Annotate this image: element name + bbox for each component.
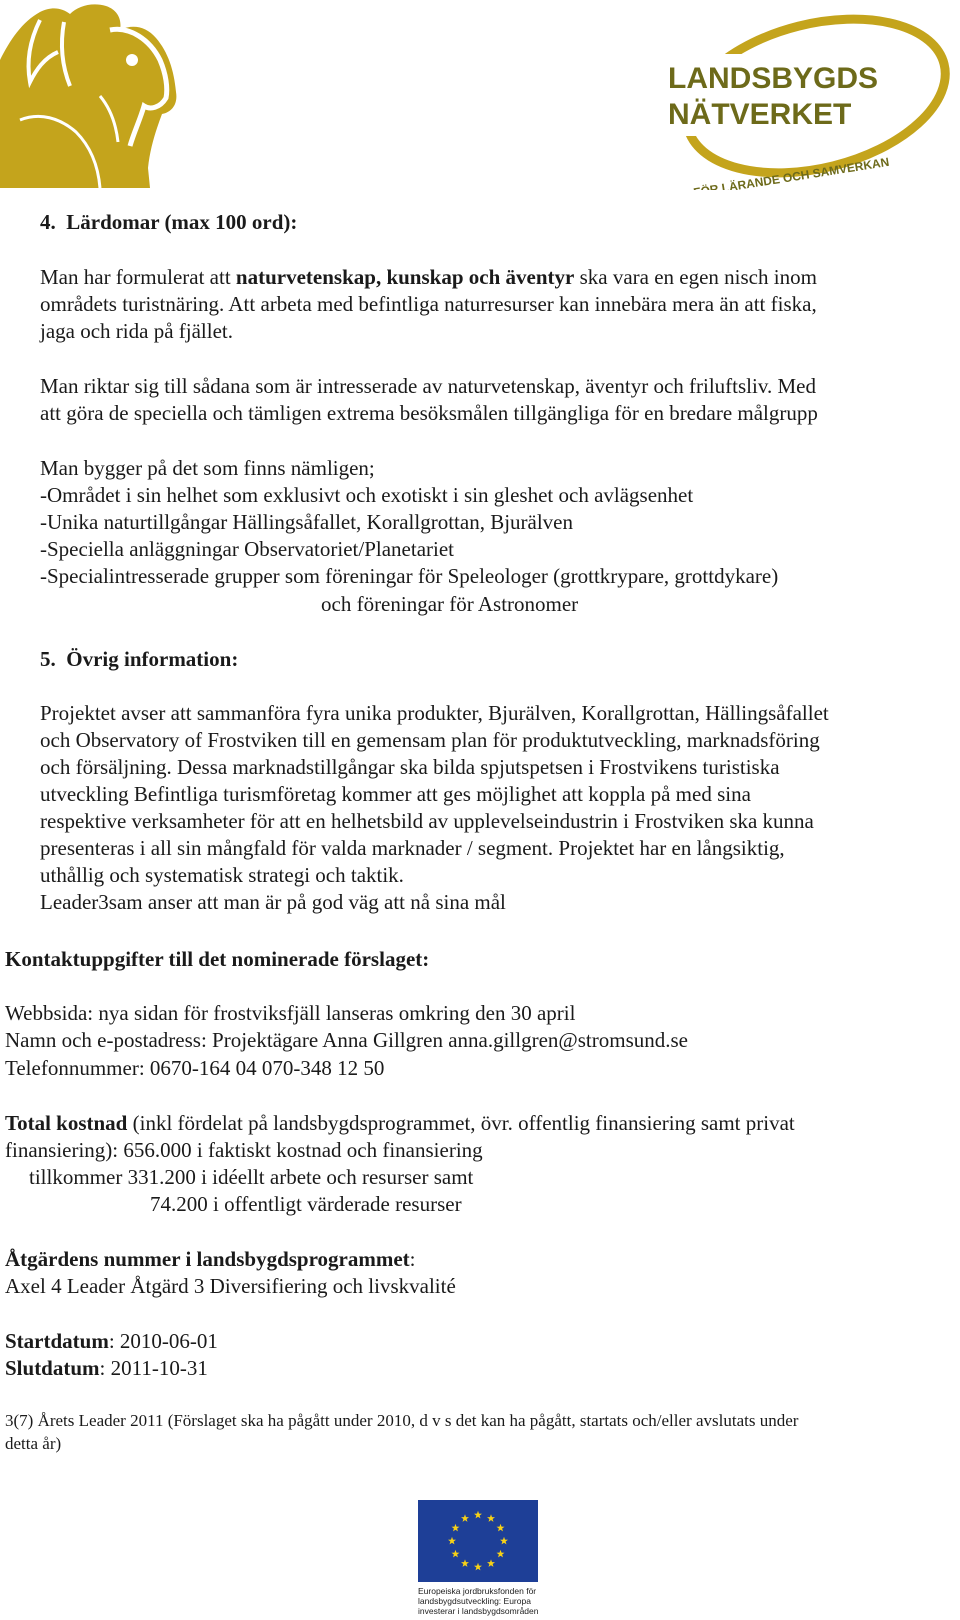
footer-note-line1: 3(7) Årets Leader 2011 (Förslaget ska ha pågått under 2010, d v s det kan ha pågått, startats och/eller avslutats under — [5, 1411, 799, 1430]
eu-flag-logo — [418, 1500, 542, 1618]
cost-line3: tillkommer 331.200 i idéellt arbete och resurser samt — [29, 1165, 474, 1189]
s5-line: och försäljning. Dessa marknadstillgångar ska bilda spjutspetsen i Frostvikens turistiska — [40, 755, 780, 779]
logo-line1: LANDSBYGDS — [668, 62, 879, 95]
s5-line: och Observatory of Frostviken till en gemensam plan för produktutveckling, marknadsföring — [40, 728, 820, 752]
section5-title: Övrig information: — [66, 647, 239, 671]
s4-p1-line1: Man har formulerat att naturvetenskap, kunskap och äventyr ska vara en egen nisch inom — [40, 265, 817, 289]
eu-star-icon — [487, 1514, 495, 1522]
s5-line: utveckling Befintliga turismföretag kommer att ges möjlighet att koppla på med sina — [40, 782, 751, 806]
s4-p3-line: Man bygger på det som finns nämligen; — [40, 456, 375, 480]
section4-title: Lärdomar (max 100 ord): — [66, 210, 298, 234]
s5-line: respektive verksamheter för att en helhetsbild av upplevelseindustrin i Frostviken ska kunna — [40, 809, 814, 833]
s5-line: uthållig och systematisk strategi och taktik. — [40, 863, 404, 887]
eu-caption-line: landsbygdsutveckling: Europa — [418, 1596, 531, 1606]
s4-p3-line: -Speciella anläggningar Observatoriet/Planetariet — [40, 537, 455, 561]
logo-tagline: FÖR LÄRANDE OCH SAMVERKAN — [692, 154, 891, 190]
eu-star-icon — [497, 1550, 505, 1558]
s4-p2-line1: Man riktar sig till sådana som är intresserade av naturvetenskap, äventyr och friluftsliv. Med — [40, 374, 816, 398]
s4-p1-bold: naturvetenskap, kunskap och äventyr — [235, 265, 575, 289]
cost-line2: finansiering): 656.000 i faktiskt kostnad och finansiering — [5, 1138, 483, 1162]
s4-p3-line: -Unika naturtillgångar Hällingsåfallet, Korallgrottan, Bjurälven — [40, 510, 573, 534]
contact-name-email: Namn och e-postadress: Projektägare Anna Gillgren anna.gillgren@stromsund.se — [5, 1028, 689, 1052]
cost-line4: 74.200 i offentligt värderade resurser — [150, 1192, 462, 1216]
s5-line: Leader3sam anser att man är på god väg att nå sina mål — [40, 890, 506, 914]
s4-p1-line3: jaga och rida på fjället. — [40, 319, 233, 343]
contact-website: Webbsida: nya sidan för frostviksfjäll lanseras omkring den 30 april — [5, 1001, 576, 1025]
eu-star-icon — [500, 1537, 508, 1545]
start-date-label: Startdatum — [5, 1329, 109, 1353]
eu-stars-icon — [418, 1500, 538, 1582]
logo-line2: NÄTVERKET — [668, 98, 852, 131]
s4-p1-line2: områdets turistnäring. Att arbeta med befintliga naturresurser kan innebära mera än att fiska, — [40, 292, 817, 316]
eu-star-icon — [474, 1511, 482, 1519]
landsbygdsnatverket-logo — [666, 10, 956, 190]
s4-p3-line: och föreningar för Astronomer — [321, 592, 579, 616]
s4-p3-line: -Specialintresserade grupper som föreningar för Speleologer (grottkrypare, grottdykare) — [40, 564, 779, 588]
footer-note-line2: detta år) — [5, 1434, 62, 1453]
goat-head-logo — [0, 0, 185, 188]
end-date-label: Slutdatum — [5, 1356, 100, 1380]
eu-caption — [418, 1586, 548, 1616]
contact-phone: Telefonnummer: 0670-164 04 070-348 12 50 — [5, 1056, 385, 1080]
eu-star-icon — [474, 1563, 482, 1571]
s4-p2-line2: att göra de speciella och tämligen extrema besöksmålen tillgängliga för en bredare målgrupp — [40, 401, 818, 425]
measure-heading: Åtgärdens nummer i landsbygdsprogrammet: — [5, 1247, 416, 1271]
eu-star-icon — [497, 1524, 505, 1532]
eu-star-icon — [487, 1559, 495, 1567]
section4-number: 4. — [40, 210, 56, 234]
s4-p3-line: -Området i sin helhet som exklusivt och exotiskt i sin gleshet och avlägsenhet — [40, 483, 694, 507]
start-date-value: : 2010-06-01 — [108, 1329, 218, 1353]
start-date — [5, 1327, 218, 1355]
eu-star-icon — [451, 1550, 459, 1558]
s5-line: presenteras i all sin mångfald för valda marknader / segment. Projektet har en långsiktig, — [40, 836, 785, 860]
eu-caption-line: Europeiska jordbruksfonden för — [418, 1586, 537, 1596]
end-date — [5, 1354, 208, 1382]
section5-number: 5. — [40, 647, 56, 671]
section5-heading — [40, 645, 238, 673]
eu-caption-line: investerar i landsbygdsområden — [418, 1606, 539, 1616]
cost-label: Total kostnad — [5, 1111, 128, 1135]
measure-value: Axel 4 Leader Åtgärd 3 Diversifiering och livskvalité — [5, 1274, 456, 1298]
section4-heading — [40, 208, 297, 236]
eu-star-icon — [448, 1537, 456, 1545]
eu-star-icon — [461, 1559, 469, 1567]
eu-star-icon — [451, 1524, 459, 1532]
eu-star-icon — [461, 1514, 469, 1522]
s5-line: Projektet avser att sammanföra fyra unika produkter, Bjurälven, Korallgrottan, Hällingsåfallet — [40, 701, 829, 725]
measure-label: Åtgärdens nummer i landsbygdsprogrammet — [5, 1247, 410, 1271]
contact-heading: Kontaktuppgifter till det nominerade förslaget: — [5, 947, 430, 971]
eu-flag — [418, 1500, 538, 1582]
end-date-value: : 2011-10-31 — [99, 1356, 208, 1380]
cost-line1: Total kostnad (inkl fördelat på landsbygdsprogrammet, övr. offentlig finansiering samt privat — [5, 1111, 795, 1135]
